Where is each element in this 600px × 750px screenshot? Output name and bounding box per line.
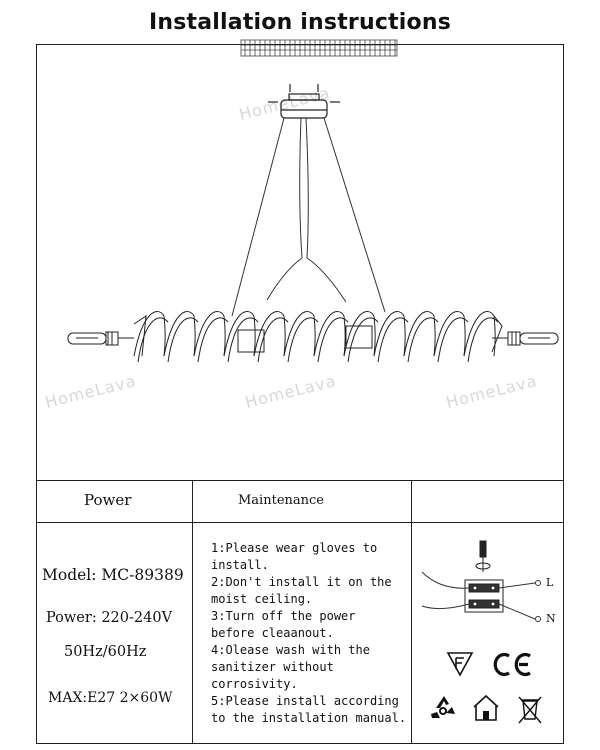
watermark: HomeLava [43,371,139,412]
maintenance-line: 3:Turn off the power [211,609,356,623]
table-divider [36,522,564,523]
watermark: HomeLava [243,371,339,412]
max-text: MAX:E27 2×60W [48,690,173,706]
table-divider [411,480,412,744]
wire-label-l: L [546,576,554,589]
power-header: Power [84,491,132,509]
maintenance-line: moist ceiling. [211,592,313,606]
maintenance-line: 5:Please install according [211,694,399,708]
model-text: Model: MC-89389 [42,566,184,584]
watermark: HomeLava [444,371,540,412]
maintenance-line: sanitizer without [211,660,334,674]
maintenance-list [211,540,411,727]
maintenance-header: Maintenance [238,493,324,508]
wire-label-n: N [546,612,556,625]
maintenance-line: 4:Olease wash with the [211,643,370,657]
frequency-text: 50Hz/60Hz [64,644,147,660]
power-text: Power: 220-240V [46,610,173,626]
maintenance-line: corrosivity. [211,677,298,691]
maintenance-line: to the installation manual. [211,711,407,725]
table-divider [36,480,564,481]
maintenance-line: 2:Don't install it on the [211,575,392,589]
maintenance-line: install. [211,558,269,572]
maintenance-line: 1:Please wear gloves to [211,541,378,555]
maintenance-line: before cleaanout. [211,626,334,640]
page-title: Installation instructions [148,10,452,35]
watermark: HomeLava [237,83,333,124]
table-divider [192,480,193,744]
